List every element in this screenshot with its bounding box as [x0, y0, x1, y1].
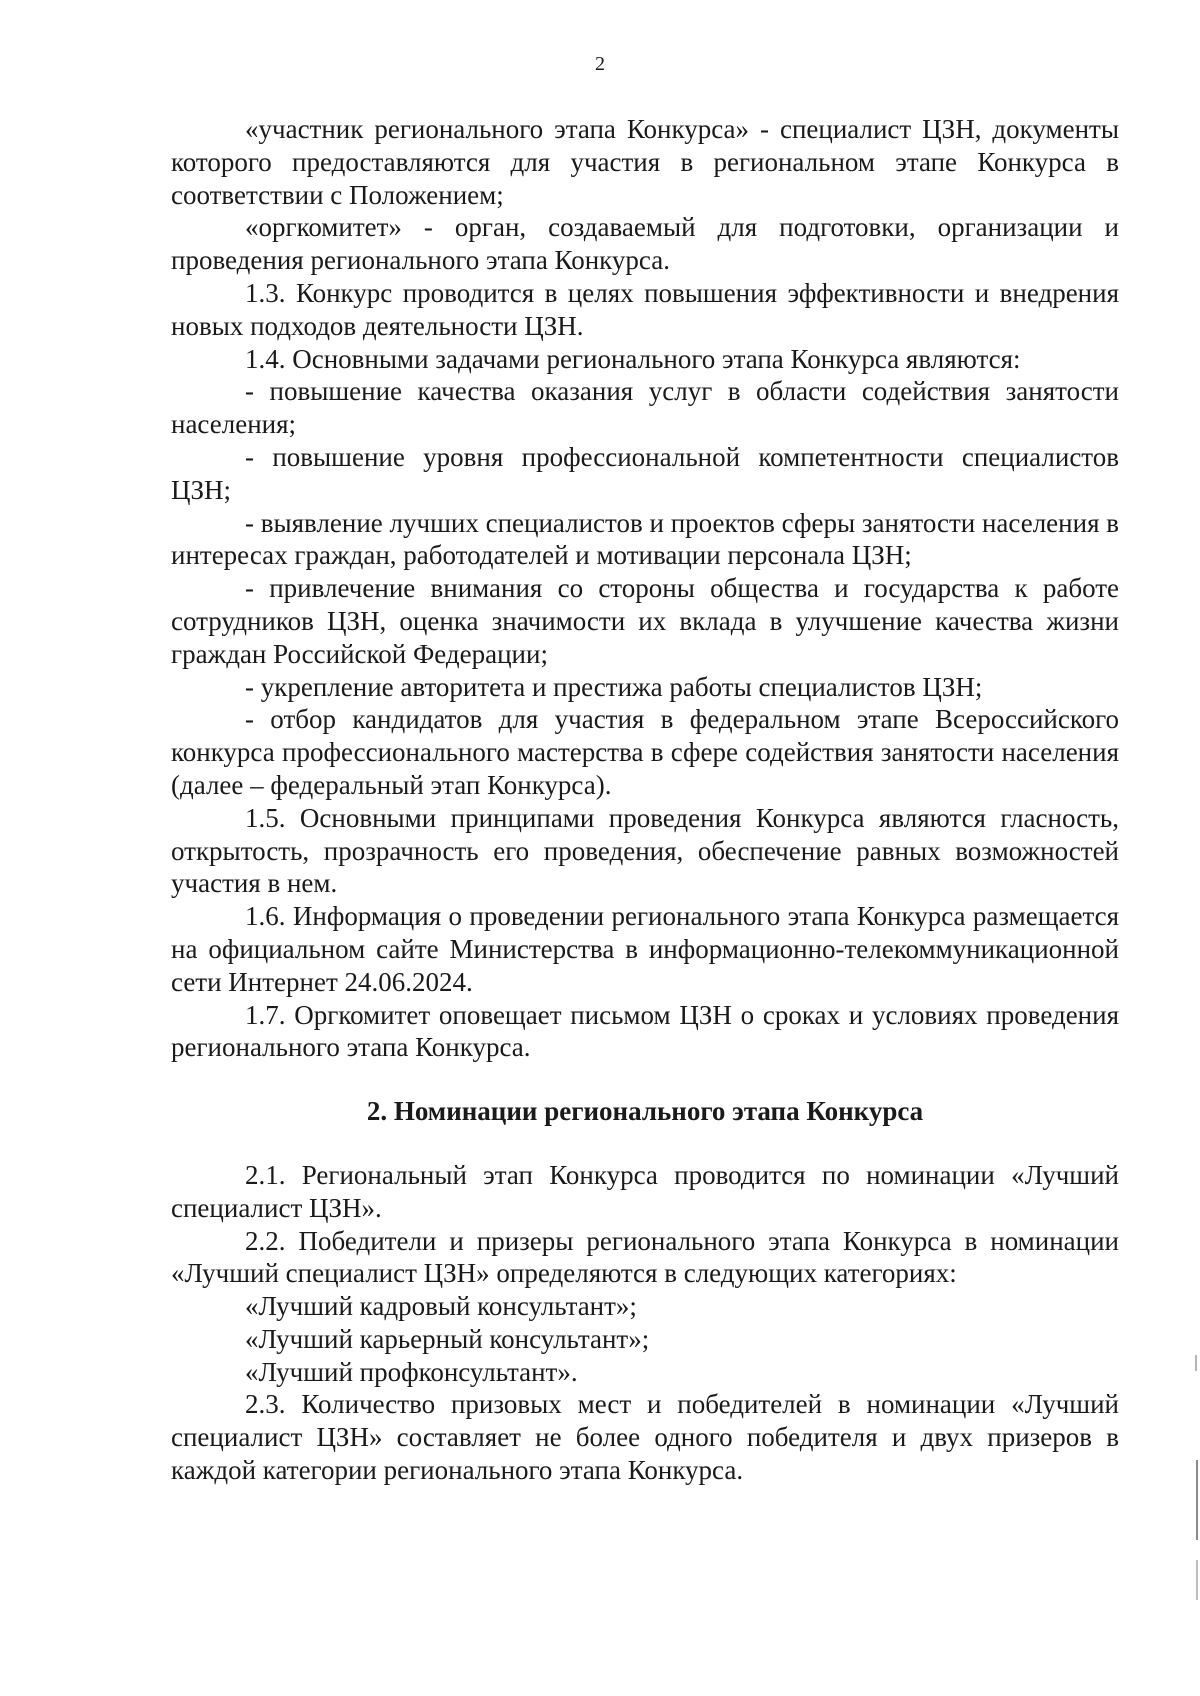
list-item-task: - выявление лучших специалистов и проектов сферы занятости населения в интересах граждан, работодателей и мотивации персонала ЦЗН; — [171, 507, 1119, 571]
paragraph-2-1: 2.1. Региональный этап Конкурса проводится по номинации «Лучший специалист ЦЗН». — [171, 1159, 1119, 1223]
list-item-category: «Лучший карьерный консультант»; — [245, 1323, 650, 1354]
list-item-task: - привлечение внимания со стороны общества и государства к работе сотрудников ЦЗН, оценка значимости их вклада в улучшение качества жизни граждан Российской Федерации; — [171, 573, 1119, 669]
paragraph-2-3: 2.3. Количество призовых мест и победителей в номинации «Лучший специалист ЦЗН» составляет не более одного победителя и двух призеров в каждой категории регионального этапа Конкурса. — [171, 1389, 1119, 1486]
paragraph-1-3: 1.3. Конкурс проводится в целях повышения эффективности и внедрения новых подходов деятельности ЦЗН. — [171, 277, 1119, 341]
list-item-category: «Лучший кадровый консультант»; — [245, 1291, 637, 1322]
section-heading: 2. Номинации регионального этапа Конкурса — [366, 1096, 924, 1127]
page-number: 2 — [595, 53, 605, 75]
list-item-task: - отбор кандидатов для участия в федеральном этапе Всероссийского конкурса профессионального мастерства в сфере содействия занятости населения (далее – федеральный этап Конкурса). — [171, 704, 1119, 800]
list-item-task: - повышение качества оказания услуг в области содействия занятости населения; — [171, 376, 1119, 440]
list-item-category: «Лучший профконсультант». — [245, 1356, 578, 1387]
paragraph-2-2: 2.2. Победители и призеры регионального этапа Конкурса в номинации «Лучший специалист ЦЗН» определяются в следующих категориях: — [171, 1225, 1119, 1289]
paragraph-1-5: 1.5. Основными принципами проведения Конкурса являются гласность, открытость, прозрачность его проведения, обеспечение равных возможностей участия в нем. — [171, 802, 1119, 899]
paragraph-definition-orgcommittee: «оргкомитет» - орган, создаваемый для подготовки, организации и проведения регионального этапа Конкурса. — [171, 212, 1119, 276]
paragraph-definition-participant: «участник регионального этапа Конкурса» - специалист ЦЗН, документы которого предоставляются для участия в региональном этапе Конкурса в соответствии с Положением; — [171, 114, 1119, 210]
scan-artifact — [1195, 1355, 1197, 1371]
paragraph-1-6: 1.6. Информация о проведении регионального этапа Конкурса размещается на официальном сайте Министерства в информационно-телекоммуникационной сети Интернет 24.06.2024. — [171, 901, 1119, 997]
list-item-task: - укрепление авторитета и престижа работы специалистов ЦЗН; — [245, 671, 983, 702]
list-item-task: - повышение уровня профессиональной компетентности специалистов ЦЗН; — [171, 441, 1119, 505]
document-body — [171, 113, 1119, 1487]
scan-artifact — [1196, 1560, 1198, 1600]
paragraph-1-4: 1.4. Основными задачами регионального этапа Конкурса являются: — [245, 343, 1021, 374]
paragraph-1-7: 1.7. Оргкомитет оповещает письмом ЦЗН о сроках и условиях проведения регионального этапа Конкурса. — [171, 999, 1119, 1063]
scan-artifact — [1196, 1460, 1198, 1540]
